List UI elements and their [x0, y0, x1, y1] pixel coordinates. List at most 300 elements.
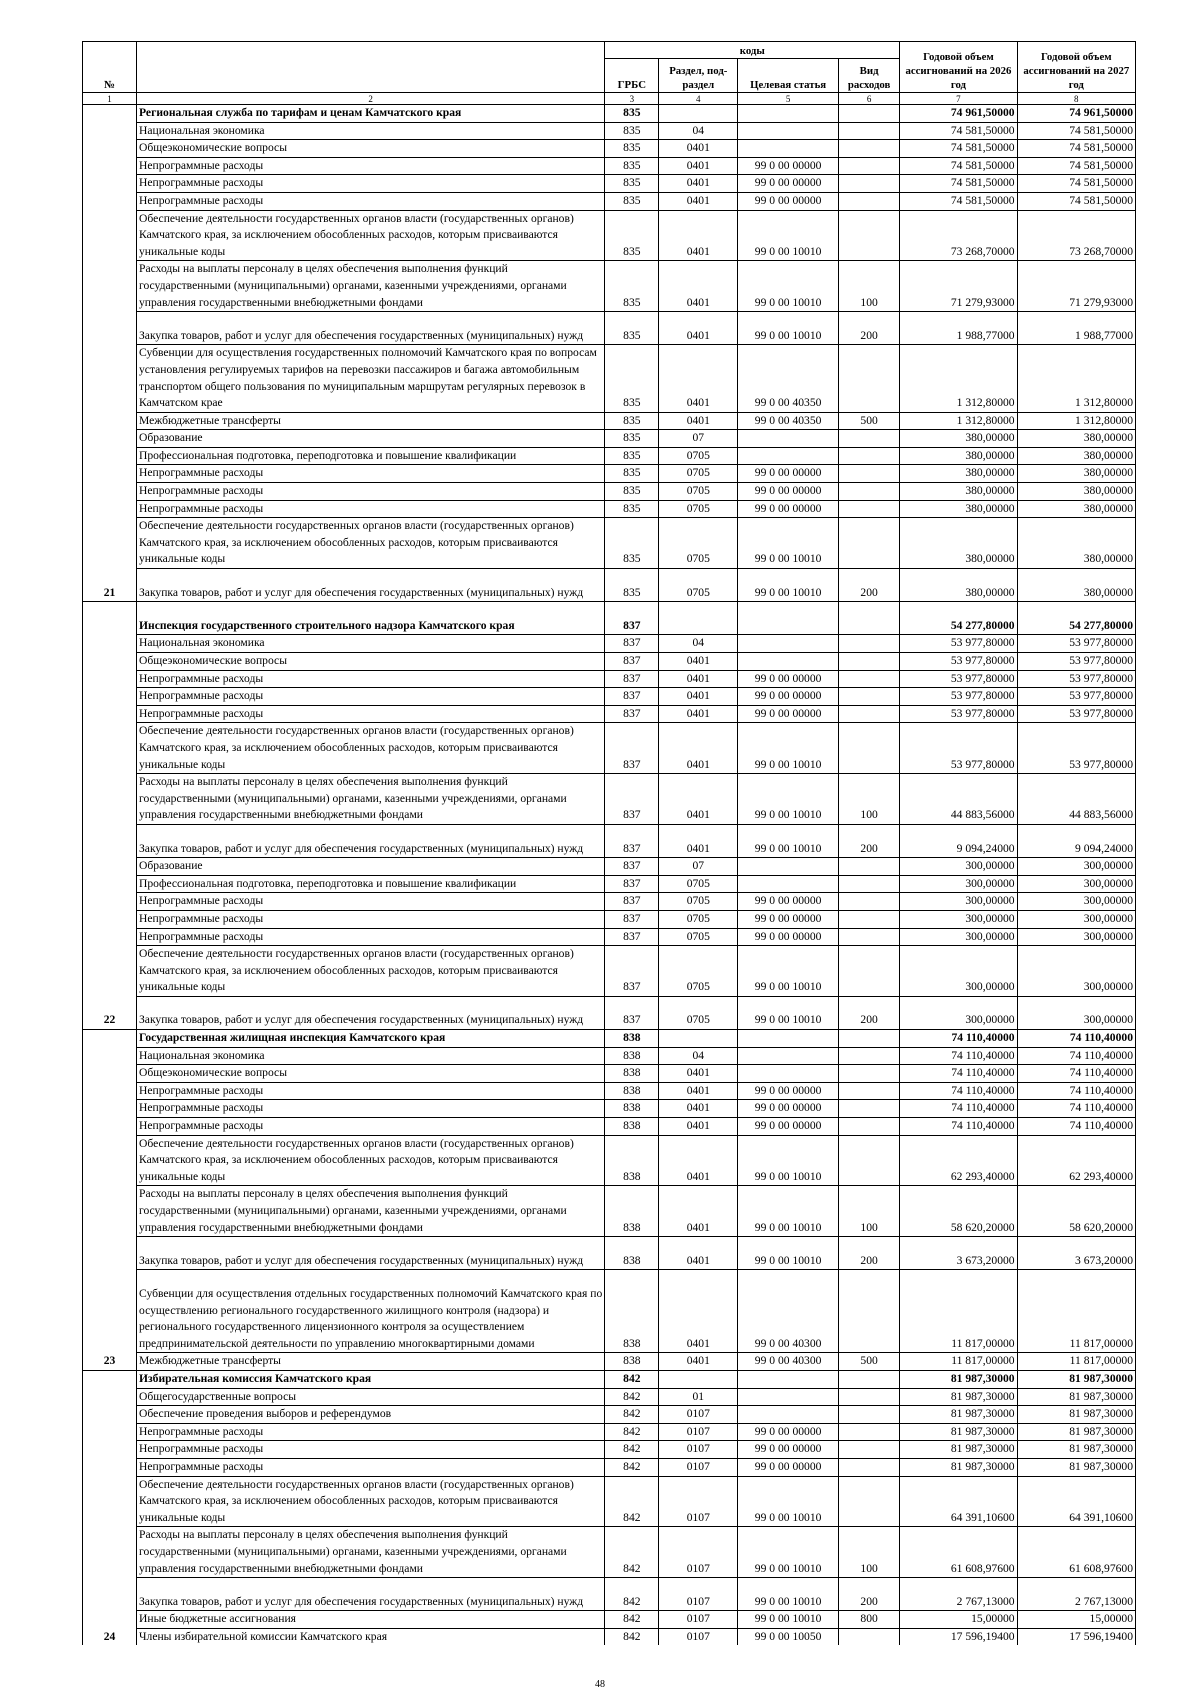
table-header [83, 42, 1136, 105]
amount-2027-cell: 74 581,50000 [1017, 122, 1135, 140]
amount-2027-cell: 81 987,30000 [1017, 1458, 1135, 1476]
grbs-cell: 842 [605, 1578, 659, 1611]
amount-2027-cell: 300,00000 [1017, 858, 1135, 876]
expense-type-cell [838, 175, 899, 193]
amount-2026-cell: 81 987,30000 [900, 1458, 1017, 1476]
section-cell: 0401 [659, 1135, 738, 1186]
table-row [83, 1441, 1136, 1459]
amount-2026-cell: 380,00000 [900, 465, 1017, 483]
amount-2026-cell: 74 581,50000 [900, 122, 1017, 140]
target-article-cell: 99 0 00 00000 [738, 175, 839, 193]
expense-type-cell: 200 [838, 824, 899, 857]
target-article-cell [738, 122, 839, 140]
target-article-cell [738, 602, 839, 635]
amount-2027-cell: 54 277,80000 [1017, 602, 1135, 635]
target-article-cell: 99 0 00 10050 [738, 1628, 839, 1645]
amount-2027-cell: 380,00000 [1017, 430, 1135, 448]
grbs-cell: 835 [605, 210, 659, 261]
table-row [83, 1388, 1136, 1406]
expense-type-cell: 100 [838, 1527, 899, 1578]
amount-2026-cell: 58 620,20000 [900, 1186, 1017, 1237]
amount-2026-cell: 300,00000 [900, 996, 1017, 1029]
table-row [83, 175, 1136, 193]
amount-2027-cell: 62 293,40000 [1017, 1135, 1135, 1186]
amount-2026-cell: 11 817,00000 [900, 1270, 1017, 1353]
expense-type-cell [838, 518, 899, 569]
page-number: 48 [595, 1679, 605, 1690]
table-row [83, 412, 1136, 430]
item-name-cell: Непрограммные расходы [137, 928, 605, 946]
amount-2027-cell: 74 110,40000 [1017, 1100, 1135, 1118]
grbs-cell: 837 [605, 635, 659, 653]
amount-2026-cell: 44 883,56000 [900, 774, 1017, 825]
grbs-cell: 835 [605, 483, 659, 501]
grbs-cell: 835 [605, 122, 659, 140]
grbs-cell: 837 [605, 824, 659, 857]
amount-2027-cell: 64 391,10600 [1017, 1476, 1135, 1527]
grbs-cell: 842 [605, 1406, 659, 1424]
target-article-cell [738, 447, 839, 465]
target-article-cell: 99 0 00 00000 [738, 688, 839, 706]
table-row [83, 500, 1136, 518]
ministry-row [83, 602, 1136, 635]
row-number: 21 [83, 105, 137, 602]
item-name-cell: Закупка товаров, работ и услуг для обеспечения государственных (муниципальных) нужд [137, 1578, 605, 1611]
expense-type-cell [838, 1406, 899, 1424]
expense-type-cell [838, 653, 899, 671]
amount-2027-cell: 74 581,50000 [1017, 192, 1135, 210]
grbs-cell: 842 [605, 1441, 659, 1459]
section-cell: 0107 [659, 1476, 738, 1527]
grbs-cell: 842 [605, 1370, 659, 1388]
header-target: Целевая статья [738, 59, 839, 93]
target-article-cell: 99 0 00 40300 [738, 1270, 839, 1353]
grbs-cell: 837 [605, 602, 659, 635]
target-article-cell: 99 0 00 00000 [738, 1423, 839, 1441]
grbs-cell: 835 [605, 412, 659, 430]
item-name-cell: Непрограммные расходы [137, 157, 605, 175]
section-cell: 0705 [659, 910, 738, 928]
expense-type-cell [838, 893, 899, 911]
item-name-cell: Непрограммные расходы [137, 175, 605, 193]
item-name-cell: Инспекция государственного строительного надзора Камчатского края [137, 602, 605, 635]
section-cell: 07 [659, 430, 738, 448]
table-row [83, 122, 1136, 140]
grbs-cell: 838 [605, 1030, 659, 1048]
section-cell: 0401 [659, 1186, 738, 1237]
amount-2027-cell: 81 987,30000 [1017, 1423, 1135, 1441]
grbs-cell: 838 [605, 1082, 659, 1100]
amount-2026-cell: 74 961,50000 [900, 105, 1017, 123]
amount-2026-cell: 53 977,80000 [900, 723, 1017, 774]
target-article-cell: 99 0 00 10010 [738, 1611, 839, 1629]
grbs-cell: 835 [605, 312, 659, 345]
amount-2027-cell: 74 110,40000 [1017, 1030, 1135, 1048]
expense-type-cell [838, 875, 899, 893]
section-cell: 04 [659, 635, 738, 653]
amount-2026-cell: 300,00000 [900, 928, 1017, 946]
amount-2027-cell: 300,00000 [1017, 893, 1135, 911]
section-cell: 0401 [659, 345, 738, 412]
table-row [83, 1628, 1136, 1645]
item-name-cell: Национальная экономика [137, 122, 605, 140]
table-row [83, 824, 1136, 857]
item-name-cell: Непрограммные расходы [137, 1423, 605, 1441]
grbs-cell: 835 [605, 175, 659, 193]
table-row [83, 1047, 1136, 1065]
amount-2026-cell: 380,00000 [900, 483, 1017, 501]
target-article-cell [738, 430, 839, 448]
section-cell: 0705 [659, 518, 738, 569]
amount-2027-cell: 300,00000 [1017, 910, 1135, 928]
grbs-cell: 838 [605, 1118, 659, 1136]
section-cell: 0401 [659, 157, 738, 175]
target-article-cell: 99 0 00 40350 [738, 412, 839, 430]
table-row [83, 192, 1136, 210]
grbs-cell: 838 [605, 1186, 659, 1237]
grbs-cell: 835 [605, 518, 659, 569]
target-article-cell: 99 0 00 00000 [738, 1441, 839, 1459]
target-article-cell: 99 0 00 00000 [738, 1082, 839, 1100]
target-article-cell [738, 105, 839, 123]
amount-2026-cell: 2 767,13000 [900, 1578, 1017, 1611]
header-num: № [83, 42, 137, 93]
expense-type-cell [838, 1476, 899, 1527]
amount-2027-cell: 2 767,13000 [1017, 1578, 1135, 1611]
grbs-cell: 837 [605, 653, 659, 671]
expense-type-cell [838, 483, 899, 501]
amount-2026-cell: 53 977,80000 [900, 705, 1017, 723]
item-name-cell: Непрограммные расходы [137, 893, 605, 911]
expense-type-cell: 100 [838, 774, 899, 825]
expense-type-cell [838, 210, 899, 261]
amount-2026-cell: 53 977,80000 [900, 670, 1017, 688]
target-article-cell: 99 0 00 00000 [738, 928, 839, 946]
section-cell: 0705 [659, 946, 738, 997]
budget-document-page [82, 41, 1136, 1645]
table-row [83, 893, 1136, 911]
row-number: 23 [83, 1030, 137, 1371]
expense-type-cell [838, 447, 899, 465]
amount-2026-cell: 81 987,30000 [900, 1370, 1017, 1388]
grbs-cell: 835 [605, 157, 659, 175]
target-article-cell: 99 0 00 00000 [738, 483, 839, 501]
item-name-cell: Закупка товаров, работ и услуг для обеспечения государственных (муниципальных) нужд [137, 312, 605, 345]
section-cell: 0705 [659, 996, 738, 1029]
expense-type-cell [838, 1458, 899, 1476]
target-article-cell: 99 0 00 00000 [738, 670, 839, 688]
target-article-cell: 99 0 00 00000 [738, 192, 839, 210]
amount-2027-cell: 300,00000 [1017, 996, 1135, 1029]
grbs-cell: 837 [605, 893, 659, 911]
item-name-cell: Обеспечение деятельности государственных органов власти (государственных органов) Камчатского края, за исключением обособленных расходов, которым присваиваются уникальные коды [137, 210, 605, 261]
column-number: 3 [605, 93, 659, 105]
expense-type-cell [838, 858, 899, 876]
table-row [83, 447, 1136, 465]
table-row [83, 345, 1136, 412]
expense-type-cell [838, 946, 899, 997]
item-name-cell: Региональная служба по тарифам и ценам Камчатского края [137, 105, 605, 123]
grbs-cell: 842 [605, 1611, 659, 1629]
table-row [83, 569, 1136, 602]
amount-2027-cell: 81 987,30000 [1017, 1406, 1135, 1424]
amount-2026-cell: 53 977,80000 [900, 688, 1017, 706]
target-article-cell: 99 0 00 10010 [738, 518, 839, 569]
grbs-cell: 835 [605, 261, 659, 312]
amount-2026-cell: 1 312,80000 [900, 345, 1017, 412]
target-article-cell: 99 0 00 10010 [738, 824, 839, 857]
table-row [83, 518, 1136, 569]
grbs-cell: 835 [605, 105, 659, 123]
amount-2027-cell: 9 094,24000 [1017, 824, 1135, 857]
section-cell [659, 105, 738, 123]
section-cell: 0401 [659, 653, 738, 671]
amount-2026-cell: 9 094,24000 [900, 824, 1017, 857]
amount-2027-cell: 300,00000 [1017, 946, 1135, 997]
item-name-cell: Межбюджетные трансферты [137, 412, 605, 430]
grbs-cell: 838 [605, 1065, 659, 1083]
amount-2026-cell: 380,00000 [900, 430, 1017, 448]
target-article-cell [738, 1065, 839, 1083]
grbs-cell: 835 [605, 430, 659, 448]
item-name-cell: Профессиональная подготовка, переподготовка и повышение квалификации [137, 875, 605, 893]
item-name-cell: Непрограммные расходы [137, 705, 605, 723]
item-name-cell: Обеспечение проведения выборов и референдумов [137, 1406, 605, 1424]
amount-2027-cell: 53 977,80000 [1017, 653, 1135, 671]
table-row [83, 261, 1136, 312]
column-number: 1 [83, 93, 137, 105]
target-article-cell: 99 0 00 10010 [738, 1135, 839, 1186]
target-article-cell: 99 0 00 10010 [738, 210, 839, 261]
target-article-cell: 99 0 00 10010 [738, 1527, 839, 1578]
target-article-cell: 99 0 00 00000 [738, 1100, 839, 1118]
item-name-cell: Непрограммные расходы [137, 500, 605, 518]
item-name-cell: Общеэкономические вопросы [137, 653, 605, 671]
expense-type-cell [838, 345, 899, 412]
amount-2026-cell: 15,00000 [900, 1611, 1017, 1629]
section-cell: 0107 [659, 1628, 738, 1645]
amount-2027-cell: 74 581,50000 [1017, 140, 1135, 158]
grbs-cell: 838 [605, 1047, 659, 1065]
item-name-cell: Непрограммные расходы [137, 1082, 605, 1100]
amount-2026-cell: 380,00000 [900, 500, 1017, 518]
target-article-cell: 99 0 00 10010 [738, 1578, 839, 1611]
table-row [83, 1135, 1136, 1186]
grbs-cell: 842 [605, 1388, 659, 1406]
amount-2026-cell: 3 673,20000 [900, 1237, 1017, 1270]
amount-2027-cell: 74 961,50000 [1017, 105, 1135, 123]
target-article-cell: 99 0 00 10010 [738, 996, 839, 1029]
item-name-cell: Обеспечение деятельности государственных органов власти (государственных органов) Камчатского края, за исключением обособленных расходов, которым присваиваются уникальные коды [137, 518, 605, 569]
amount-2027-cell: 15,00000 [1017, 1611, 1135, 1629]
section-cell: 0401 [659, 774, 738, 825]
target-article-cell [738, 1370, 839, 1388]
item-name-cell: Закупка товаров, работ и услуг для обеспечения государственных (муниципальных) нужд [137, 569, 605, 602]
table-row [83, 996, 1136, 1029]
section-cell: 0705 [659, 569, 738, 602]
amount-2027-cell: 11 817,00000 [1017, 1353, 1135, 1371]
table-row [83, 157, 1136, 175]
section-cell: 0107 [659, 1527, 738, 1578]
target-article-cell: 99 0 00 10010 [738, 1237, 839, 1270]
grbs-cell: 837 [605, 946, 659, 997]
item-name-cell: Расходы на выплаты персоналу в целях обеспечения выполнения функций государственными (муниципальными) органами, казенными учреждениями, органами управления государственными внебюджетными фондами [137, 1527, 605, 1578]
amount-2026-cell: 300,00000 [900, 875, 1017, 893]
amount-2027-cell: 380,00000 [1017, 483, 1135, 501]
grbs-cell: 842 [605, 1458, 659, 1476]
table-row [83, 688, 1136, 706]
target-article-cell: 99 0 00 40350 [738, 345, 839, 412]
table-row [83, 1186, 1136, 1237]
section-cell: 0401 [659, 1237, 738, 1270]
table-row [83, 312, 1136, 345]
expense-type-cell [838, 1082, 899, 1100]
amount-2027-cell: 74 110,40000 [1017, 1118, 1135, 1136]
item-name-cell: Расходы на выплаты персоналу в целях обеспечения выполнения функций государственными (муниципальными) органами, казенными учреждениями, органами управления государственными внебюджетными фондами [137, 1186, 605, 1237]
expense-type-cell [838, 602, 899, 635]
amount-2027-cell: 380,00000 [1017, 465, 1135, 483]
amount-2026-cell: 74 110,40000 [900, 1082, 1017, 1100]
section-cell [659, 602, 738, 635]
target-article-cell: 99 0 00 00000 [738, 465, 839, 483]
target-article-cell [738, 875, 839, 893]
expense-type-cell [838, 928, 899, 946]
item-name-cell: Обеспечение деятельности государственных органов власти (государственных органов) Камчатского края, за исключением обособленных расходов, которым присваиваются уникальные коды [137, 1135, 605, 1186]
item-name-cell: Закупка товаров, работ и услуг для обеспечения государственных (муниципальных) нужд [137, 824, 605, 857]
item-name-cell: Непрограммные расходы [137, 910, 605, 928]
amount-2026-cell: 54 277,80000 [900, 602, 1017, 635]
expense-type-cell: 800 [838, 1611, 899, 1629]
target-article-cell [738, 1030, 839, 1048]
amount-2026-cell: 74 581,50000 [900, 157, 1017, 175]
amount-2026-cell: 300,00000 [900, 946, 1017, 997]
amount-2026-cell: 380,00000 [900, 447, 1017, 465]
expense-type-cell [838, 1135, 899, 1186]
amount-2026-cell: 74 110,40000 [900, 1047, 1017, 1065]
section-cell: 0705 [659, 447, 738, 465]
item-name-cell: Закупка товаров, работ и услуг для обеспечения государственных (муниципальных) нужд [137, 996, 605, 1029]
expense-type-cell [838, 1441, 899, 1459]
amount-2027-cell: 74 581,50000 [1017, 175, 1135, 193]
table-row [83, 1476, 1136, 1527]
amount-2026-cell: 74 110,40000 [900, 1118, 1017, 1136]
header-grbs: ГРБС [605, 59, 659, 93]
item-name-cell: Субвенции для осуществления государственных полномочий Камчатского края по вопросам установления регулируемых тарифов на перевозки пассажиров и багажа автомобильным транспортом общего пользования по муниципальным маршрутам регулярных перевозок в Камчатском крае [137, 345, 605, 412]
item-name-cell: Непрограммные расходы [137, 1458, 605, 1476]
target-article-cell [738, 635, 839, 653]
target-article-cell [738, 858, 839, 876]
expense-type-cell [838, 1423, 899, 1441]
table-row [83, 1353, 1136, 1371]
row-number: 22 [83, 602, 137, 1030]
header-2026: Годовой объем ассигнований на 2026 год [900, 42, 1017, 93]
expense-type-cell: 200 [838, 1578, 899, 1611]
amount-2026-cell: 74 110,40000 [900, 1065, 1017, 1083]
section-cell: 0401 [659, 192, 738, 210]
amount-2027-cell: 1 312,80000 [1017, 345, 1135, 412]
amount-2026-cell: 62 293,40000 [900, 1135, 1017, 1186]
item-name-cell: Непрограммные расходы [137, 670, 605, 688]
item-name-cell: Непрограммные расходы [137, 688, 605, 706]
amount-2026-cell: 81 987,30000 [900, 1388, 1017, 1406]
section-cell: 0401 [659, 723, 738, 774]
amount-2027-cell: 81 987,30000 [1017, 1441, 1135, 1459]
item-name-cell: Национальная экономика [137, 635, 605, 653]
target-article-cell [738, 1047, 839, 1065]
item-name-cell: Непрограммные расходы [137, 1100, 605, 1118]
item-name-cell: Иные бюджетные ассигнования [137, 1611, 605, 1629]
amount-2026-cell: 71 279,93000 [900, 261, 1017, 312]
grbs-cell: 838 [605, 1100, 659, 1118]
expense-type-cell [838, 1065, 899, 1083]
grbs-cell: 835 [605, 447, 659, 465]
section-cell: 0705 [659, 500, 738, 518]
expense-type-cell: 500 [838, 412, 899, 430]
section-cell: 0107 [659, 1441, 738, 1459]
item-name-cell: Члены избирательной комиссии Камчатского края [137, 1628, 605, 1645]
grbs-cell: 842 [605, 1423, 659, 1441]
target-article-cell [738, 1388, 839, 1406]
section-cell [659, 1370, 738, 1388]
grbs-cell: 837 [605, 723, 659, 774]
target-article-cell: 99 0 00 10010 [738, 723, 839, 774]
item-name-cell: Обеспечение деятельности государственных органов власти (государственных органов) Камчатского края, за исключением обособленных расходов, которым присваиваются уникальные коды [137, 723, 605, 774]
amount-2027-cell: 53 977,80000 [1017, 705, 1135, 723]
table-body [83, 105, 1136, 1646]
item-name-cell: Национальная экономика [137, 1047, 605, 1065]
table-row [83, 1578, 1136, 1611]
amount-2026-cell: 74 581,50000 [900, 140, 1017, 158]
grbs-cell: 835 [605, 465, 659, 483]
amount-2026-cell: 53 977,80000 [900, 635, 1017, 653]
target-article-cell: 99 0 00 00000 [738, 1118, 839, 1136]
section-cell: 0401 [659, 824, 738, 857]
table-row [83, 1082, 1136, 1100]
table-row [83, 1100, 1136, 1118]
grbs-cell: 837 [605, 688, 659, 706]
section-cell: 07 [659, 858, 738, 876]
expense-type-cell [838, 465, 899, 483]
section-cell [659, 1030, 738, 1048]
grbs-cell: 835 [605, 569, 659, 602]
grbs-cell: 838 [605, 1270, 659, 1353]
item-name-cell: Избирательная комиссия Камчатского края [137, 1370, 605, 1388]
expense-type-cell: 500 [838, 1353, 899, 1371]
section-cell: 0401 [659, 1270, 738, 1353]
grbs-cell: 837 [605, 670, 659, 688]
section-cell: 0705 [659, 483, 738, 501]
table-row [83, 1458, 1136, 1476]
amount-2027-cell: 53 977,80000 [1017, 688, 1135, 706]
expense-type-cell [838, 140, 899, 158]
amount-2027-cell: 53 977,80000 [1017, 670, 1135, 688]
amount-2027-cell: 1 312,80000 [1017, 412, 1135, 430]
amount-2027-cell: 300,00000 [1017, 875, 1135, 893]
table-row [83, 946, 1136, 997]
table-row [83, 705, 1136, 723]
section-cell: 0401 [659, 1082, 738, 1100]
item-name-cell: Государственная жилищная инспекция Камчатского края [137, 1030, 605, 1048]
ministry-row [83, 1370, 1136, 1388]
amount-2026-cell: 81 987,30000 [900, 1406, 1017, 1424]
item-name-cell: Закупка товаров, работ и услуг для обеспечения государственных (муниципальных) нужд [137, 1237, 605, 1270]
expense-type-cell [838, 105, 899, 123]
grbs-cell: 842 [605, 1476, 659, 1527]
table-row [83, 430, 1136, 448]
item-name-cell: Непрограммные расходы [137, 1441, 605, 1459]
amount-2027-cell: 1 988,77000 [1017, 312, 1135, 345]
target-article-cell: 99 0 00 10010 [738, 261, 839, 312]
